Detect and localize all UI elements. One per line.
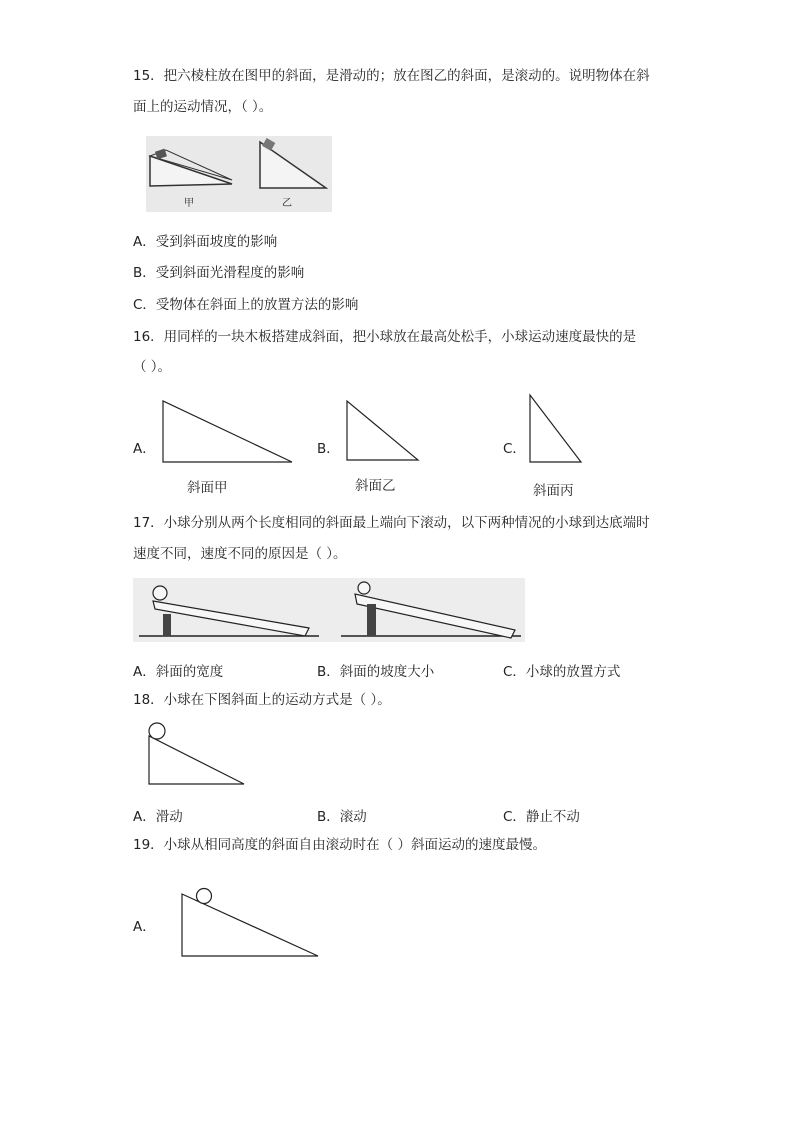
q16-option-c: C． — [503, 441, 526, 457]
q16-stem-line2: （ ）。 — [133, 359, 172, 375]
q18-option-a: A．滑动 — [133, 809, 183, 825]
q17-stem-line2: 速度不同，速度不同的原因是（ ）。 — [133, 546, 347, 562]
q17-option-a: A．斜面的宽度 — [133, 664, 224, 680]
q15-stem-line2: 面上的运动情况，（ ）。 — [133, 99, 273, 115]
q16-incline-b — [346, 400, 420, 462]
q16-caption-c: 斜面丙 — [533, 483, 574, 499]
q19-stem-line1: 19．小球从相同高度的斜面自由滚动时在（ ）斜面运动的速度最慢。 — [133, 837, 546, 853]
q15-figure-photo — [146, 136, 332, 212]
q18-option-c: C．静止不动 — [503, 809, 580, 825]
q15-option-b: B．受到斜面光滑程度的影响 — [133, 265, 305, 281]
q16-incline-c — [529, 394, 583, 464]
q16-stem-line1: 16．用同样的一块木板搭建成斜面，把小球放在最高处松手，小球运动速度最快的是 — [133, 329, 637, 345]
q15-option-a: A．受到斜面坡度的影响 — [133, 234, 278, 250]
q15-stem-line1: 15．把六棱柱放在图甲的斜面，是滑动的；放在图乙的斜面，是滚动的。说明物体在斜 — [133, 68, 650, 84]
q16-caption-a: 斜面甲 — [187, 480, 228, 496]
q17-ramps-sketch — [133, 578, 525, 642]
q15-fig-label-a: 甲 — [184, 198, 194, 209]
q17-option-b: B．斜面的坡度大小 — [317, 664, 435, 680]
q15-fig-label-b: 乙 — [282, 198, 292, 209]
q18-incline-with-ball — [148, 722, 246, 786]
q18-option-b: B．滚动 — [317, 809, 367, 825]
q16-option-a: A． — [133, 441, 156, 457]
q15-option-c: C．受物体在斜面上的放置方法的影响 — [133, 297, 359, 313]
q19-option-a: A． — [133, 919, 156, 935]
q17-stem-line1: 17．小球分别从两个长度相同的斜面最上端向下滚动，以下两种情况的小球到达底端时 — [133, 515, 650, 531]
q15-inclines-sketch — [146, 136, 332, 212]
q16-option-b: B． — [317, 441, 340, 457]
q17-figure-photo — [133, 578, 525, 642]
q17-option-c: C．小球的放置方式 — [503, 664, 621, 680]
q19-incline-with-ball — [181, 886, 321, 958]
q16-incline-a — [162, 400, 294, 464]
q18-stem-line1: 18．小球在下图斜面上的运动方式是（ ）。 — [133, 692, 391, 708]
q16-caption-b: 斜面乙 — [355, 478, 396, 494]
